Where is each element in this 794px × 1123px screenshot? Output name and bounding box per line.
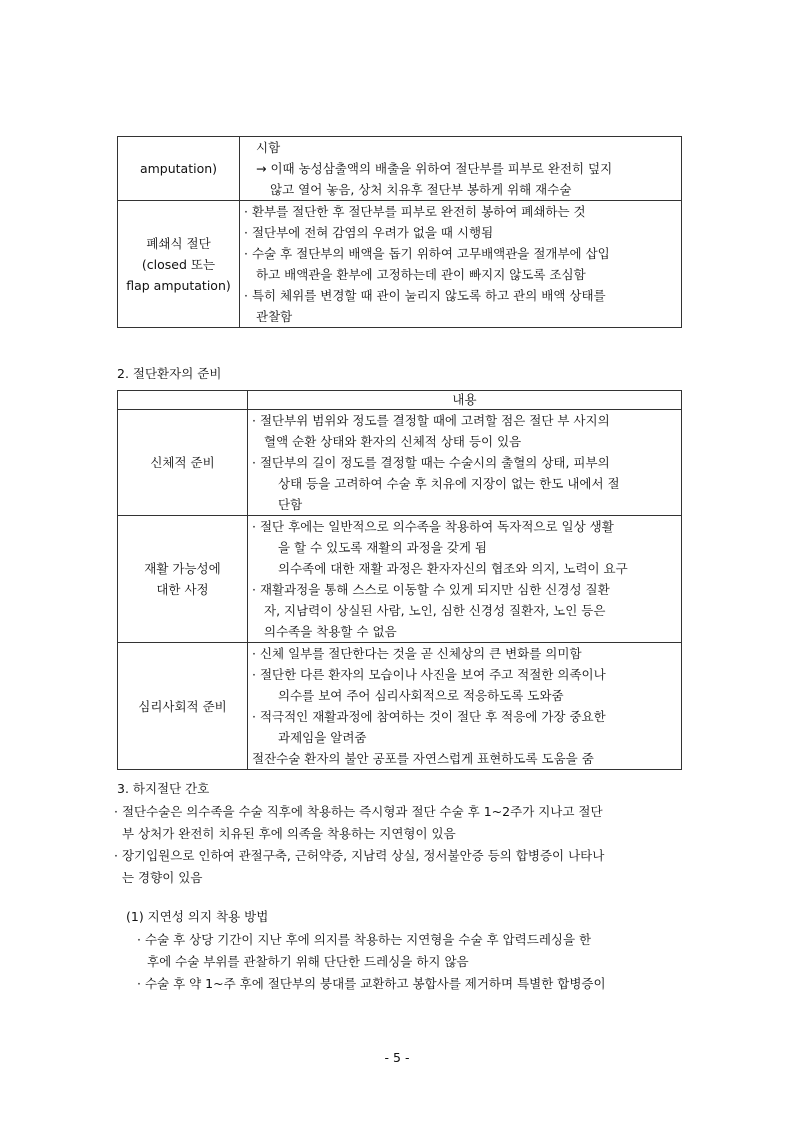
content-line: · 절단한 다른 환자의 모습이나 사진을 보여 주고 적절한 의족이나	[252, 667, 606, 682]
table-header-row	[118, 391, 682, 410]
row-label: (closed 또는	[141, 256, 216, 272]
body-line: · 장기입원으로 인하여 관절구축, 근허약증, 지남력 상실, 정서불안증 등의 합병증이 나타나	[114, 848, 605, 863]
content-line: · 신체 일부를 절단한다는 것을 곧 신체상의 큰 변화를 의미함	[252, 646, 582, 661]
open-amputation-content-cell	[240, 137, 682, 201]
body-line: · 절단수술은 의수족을 수술 직후에 착용하는 즉시형과 절단 수술 후 1~2주가 지나고 절단	[114, 804, 603, 819]
rehab-assessment-label-cell	[118, 516, 248, 643]
row-label: 폐쇄식 절단	[146, 235, 211, 251]
table-row	[118, 410, 682, 516]
row-label: 재활 가능성에	[144, 561, 221, 576]
section-2-title: 2. 절단환자의 준비	[117, 366, 222, 381]
body-line: 는 경향이 있음	[122, 870, 203, 885]
content-line: 자, 지남력이 상실된 사람, 노인, 심한 신경성 질환자, 노인 등은	[264, 603, 606, 618]
header-content-cell: 내용	[248, 391, 682, 410]
content-line: 의수족에 대한 재활 과정은 환자자신의 협조와 의지, 노력이 요구	[278, 561, 628, 576]
content-line: 단함	[278, 497, 303, 512]
content-line: 혈액 순환 상태와 환자의 신체적 상태 등이 있음	[264, 434, 522, 449]
row-label: 신체적 준비	[150, 455, 215, 470]
row-label: flap amputation)	[126, 277, 231, 293]
header-empty-cell	[118, 391, 248, 410]
content-line: 관찰함	[256, 309, 293, 324]
body-line: · 수술 후 상당 기간이 지난 후에 의지를 착용하는 지연형을 수술 후 압력드레싱을 한	[137, 932, 592, 947]
closed-amputation-content-cell	[240, 201, 682, 328]
content-line: 하고 배액관을 환부에 고정하는데 관이 빠지지 않도록 조심함	[256, 267, 586, 282]
row-label: 대한 사정	[156, 582, 209, 597]
patient-preparation-table	[117, 390, 682, 770]
content-line: 상태 등을 고려하여 수술 후 치유에 지장이 없는 한도 내에서 절	[278, 476, 620, 491]
table-row	[118, 201, 682, 328]
amputation-types-table	[117, 136, 682, 328]
section-3-title: 3. 하지절단 간호	[117, 781, 210, 796]
content-line: 시함	[256, 140, 281, 155]
content-line: · 절단부에 전혀 감염의 우려가 없을 때 시행됨	[244, 225, 494, 240]
table-row	[118, 516, 682, 643]
psychosocial-prep-content-cell	[248, 643, 682, 770]
content-line: · 절단부의 길이 정도를 결정할 때는 수술시의 출혈의 상태, 피부의	[252, 455, 610, 470]
row-label: amputation)	[139, 161, 218, 176]
content-line: 의수를 보여 주어 심리사회적으로 적응하도록 도와줌	[278, 688, 564, 703]
content-line: · 수술 후 절단부의 배액을 돕기 위하여 고무배액관을 절개부에 삽입	[244, 246, 610, 261]
content-line: 의수족을 착용할 수 없음	[264, 624, 397, 639]
content-line: 절잔수술 환자의 불안 공포를 자연스럽게 표현하도록 도움을 줌	[252, 751, 594, 766]
content-line: · 환부를 절단한 후 절단부를 피부로 완전히 봉하여 폐쇄하는 것	[244, 204, 586, 219]
physical-prep-label-cell	[118, 410, 248, 516]
page-number: - 5 -	[384, 1050, 410, 1065]
content-line: · 적극적인 재활과정에 참여하는 것이 절단 후 적응에 가장 중요한	[252, 709, 606, 724]
closed-amputation-label-cell	[118, 201, 240, 328]
content-line: · 재활과정을 통해 스스로 이동할 수 있게 되지만 심한 신경성 질환	[252, 582, 610, 597]
content-line: · 절단 후에는 일반적으로 의수족을 착용하여 독자적으로 일상 생활	[252, 519, 614, 534]
content-line: → 이때 농성삼출액의 배출을 위하여 절단부를 피부로 완전히 덮지	[256, 161, 613, 176]
body-line: 부 상처가 완전히 치유된 후에 의족을 착용하는 지연형이 있음	[122, 826, 456, 841]
body-line: · 수술 후 약 1~주 후에 절단부의 붕대를 교환하고 봉합사를 제거하며 특별한 합병증이	[137, 976, 606, 991]
content-line: · 특히 체위를 변경할 때 관이 눌리지 않도록 하고 관의 배액 상태를	[244, 288, 606, 303]
psychosocial-prep-label-cell	[118, 643, 248, 770]
rehab-assessment-content-cell	[248, 516, 682, 643]
physical-prep-content-cell	[248, 410, 682, 516]
content-line: · 절단부위 범위와 정도를 결정할 때에 고려할 점은 절단 부 사지의	[252, 413, 610, 428]
body-line: 후에 수술 부위를 관찰하기 위해 단단한 드레싱을 하지 않음	[147, 954, 469, 969]
open-amputation-label-cell	[118, 137, 240, 201]
subsection-title: (1) 지연성 의지 착용 방법	[126, 909, 269, 924]
content-line: 을 할 수 있도록 재활의 과정을 갖게 됨	[278, 540, 487, 555]
content-line: 않고 열어 놓음, 상처 치유후 절단부 봉하게 위해 재수술	[270, 182, 572, 197]
row-label: 심리사회적 준비	[138, 698, 227, 714]
table-row	[118, 137, 682, 201]
content-line: 과제임을 알려줌	[278, 730, 367, 745]
table-row	[118, 643, 682, 770]
